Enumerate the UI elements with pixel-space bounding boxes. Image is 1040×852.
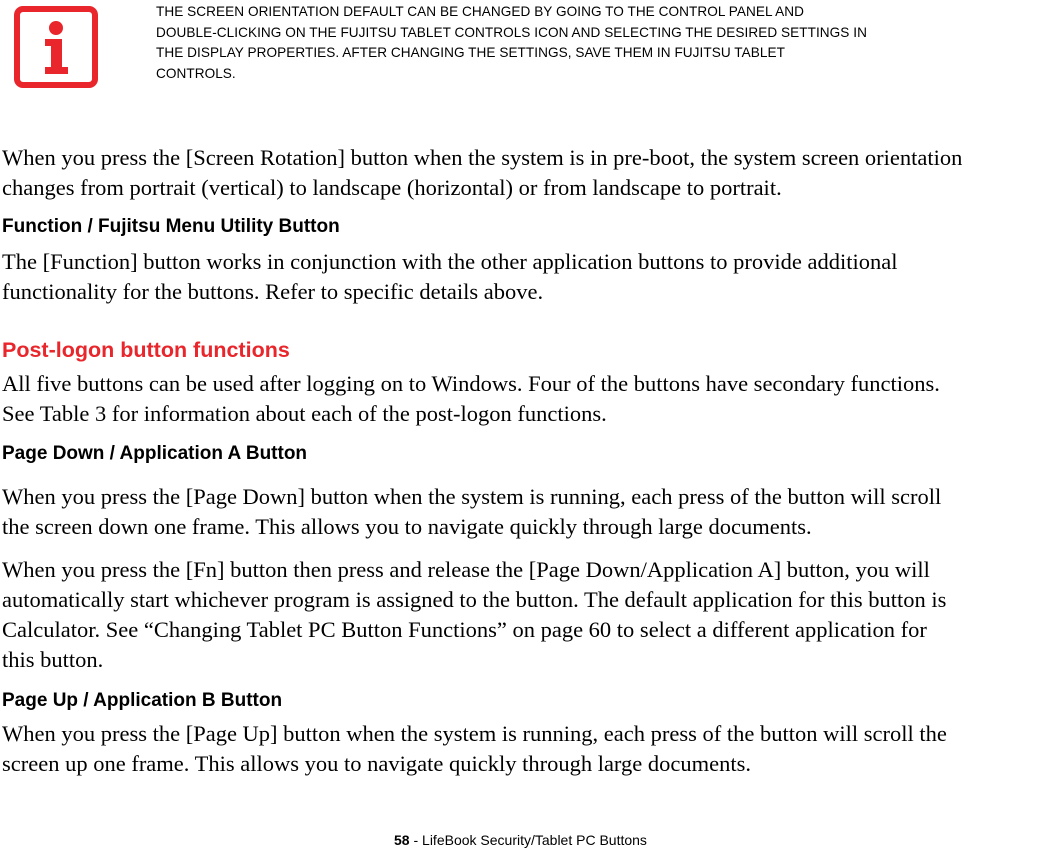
paragraph-line: See Table 3 for information about each of the post-logon functions.: [2, 401, 607, 426]
footer-separator: -: [409, 832, 423, 848]
paragraph-line: automatically start whichever program is assigned to the button. The default application for this button is: [2, 587, 947, 612]
paragraph-line: functionality for the buttons. Refer to specific details above.: [2, 279, 544, 304]
paragraph-line: the screen down one frame. This allows you to navigate quickly through large documents.: [2, 514, 812, 539]
page-footer: [0, 831, 1040, 849]
paragraph-line: this button.: [2, 647, 104, 672]
paragraph-line: changes from portrait (vertical) to landscape (horizontal) or from landscape to portrait.: [2, 175, 782, 200]
paragraph-line: Calculator. See “Changing Tablet PC Button Functions” on page 60 to select a different application for: [2, 617, 927, 642]
note-line: THE SCREEN ORIENTATION DEFAULT CAN BE CHANGED BY GOING TO THE CONTROL PANEL AND: [156, 4, 805, 19]
page-up-heading: Page Up / Application B Button: [2, 690, 283, 711]
paragraph-line: When you press the [Screen Rotation] button when the system is in pre-boot, the system screen orientation: [2, 145, 963, 170]
note-line: DOUBLE-CLICKING ON THE FUJITSU TABLET CONTROLS ICON AND SELECTING THE DESIRED SETTINGS IN: [156, 24, 867, 40]
page-down-paragraph-2: [2, 555, 1040, 675]
paragraph-line: The [Function] button works in conjunction with the other application buttons to provide additional: [2, 249, 898, 274]
function-button-paragraph: [2, 247, 1040, 307]
paragraph-line: When you press the [Fn] button then press and release the [Page Down/Application A] button, you will: [2, 557, 930, 582]
function-button-heading: Function / Fujitsu Menu Utility Button: [2, 216, 340, 237]
paragraph-line: When you press the [Page Down] button when the system is running, each press of the button will scroll: [2, 484, 942, 509]
post-logon-heading: Post-logon button functions: [2, 338, 290, 362]
page-down-heading: Page Down / Application A Button: [2, 443, 308, 464]
note-text: [156, 2, 1036, 84]
page-up-paragraph: [2, 719, 1040, 779]
intro-paragraph: [2, 143, 1040, 203]
note-line: CONTROLS.: [156, 65, 236, 81]
page-down-paragraph-1: [2, 482, 1040, 542]
paragraph-line: When you press the [Page Up] button when the system is running, each press of the button will scroll the: [2, 721, 947, 746]
paragraph-line: All five buttons can be used after logging on to Windows. Four of the buttons have secondary functions.: [2, 371, 940, 396]
paragraph-line: screen up one frame. This allows you to navigate quickly through large documents.: [2, 751, 751, 776]
info-icon: [14, 6, 98, 88]
post-logon-paragraph: [2, 369, 1040, 429]
page-number: 58: [394, 832, 410, 848]
footer-title: LifeBook Security/Tablet PC Buttons: [422, 832, 647, 848]
note-line: THE DISPLAY PROPERTIES. AFTER CHANGING THE SETTINGS, SAVE THEM IN FUJITSU TABLET: [156, 45, 785, 60]
